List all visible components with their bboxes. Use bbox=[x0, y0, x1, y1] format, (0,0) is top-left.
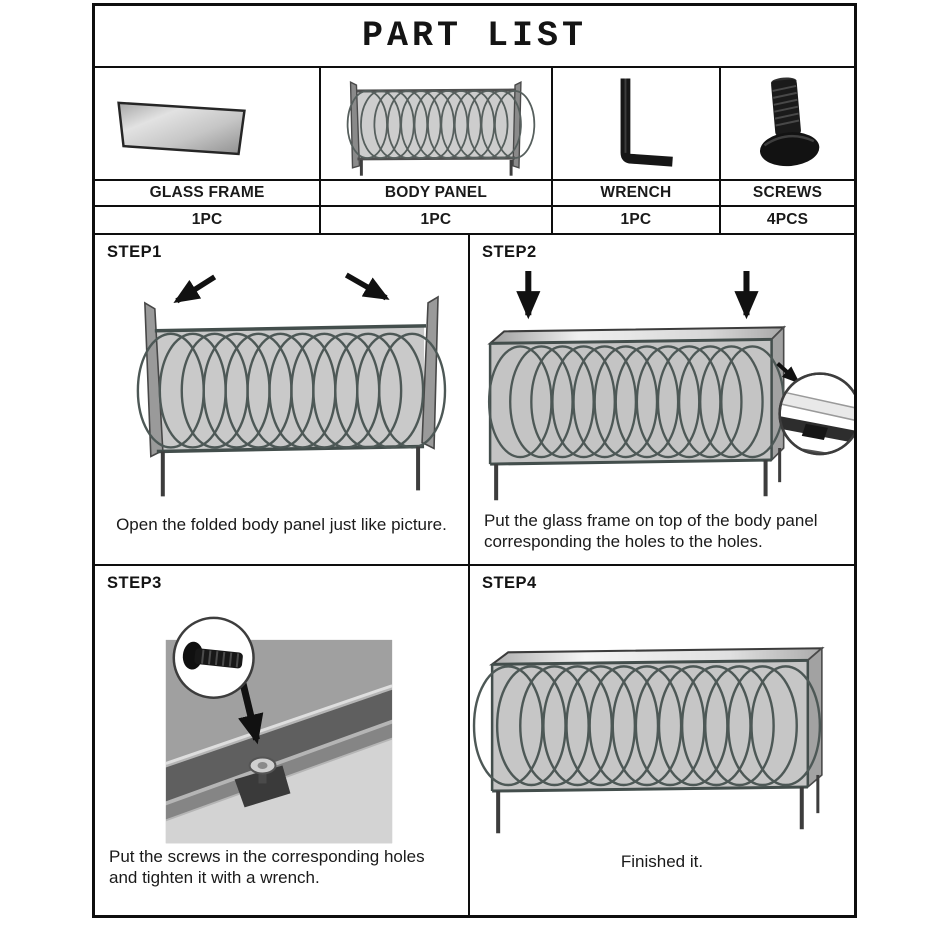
step2-label: STEP2 bbox=[481, 243, 537, 262]
step4-cell bbox=[470, 566, 854, 915]
part-qty: 1PC bbox=[191, 211, 223, 229]
glass-frame-illustration bbox=[95, 68, 319, 179]
step3-caption: Put the screws in the corresponding holes and tighten it with a wrench. bbox=[109, 846, 425, 888]
step4-caption: Finished it. bbox=[620, 852, 704, 872]
body-panel-illustration bbox=[321, 68, 550, 179]
wrench-illustration bbox=[553, 68, 719, 179]
step1-cell bbox=[95, 235, 470, 566]
part-cell-screws bbox=[721, 68, 854, 181]
part-name: BODY PANEL bbox=[384, 184, 488, 202]
parts-qty-row bbox=[95, 207, 854, 235]
screw-illustration bbox=[721, 68, 854, 179]
title-row bbox=[95, 6, 854, 68]
step3-screw-detail-photo bbox=[95, 594, 468, 845]
part-cell-glass-frame bbox=[95, 68, 321, 181]
page-title: PART LIST bbox=[361, 15, 588, 56]
step4-label: STEP4 bbox=[481, 574, 537, 593]
steps-row-2 bbox=[95, 566, 854, 915]
part-qty: 4PCS bbox=[766, 211, 809, 229]
step1-open-panel-illustration bbox=[95, 263, 468, 507]
step3-label: STEP3 bbox=[107, 574, 162, 593]
step1-label: STEP1 bbox=[107, 243, 162, 262]
step4-finished-console-illustration bbox=[470, 594, 854, 847]
part-cell-wrench bbox=[553, 68, 721, 181]
parts-image-row bbox=[95, 68, 854, 181]
step2-cell bbox=[470, 235, 854, 566]
part-name: WRENCH bbox=[600, 184, 672, 202]
step2-caption: Put the glass frame on top of the body panel corresponding the holes to the holes. bbox=[483, 510, 818, 552]
step1-caption: Open the folded body panel just like picture. bbox=[116, 515, 447, 535]
part-qty: 1PC bbox=[620, 211, 652, 229]
step2-glass-on-panel-illustration bbox=[470, 263, 854, 509]
part-list-sheet bbox=[92, 3, 857, 918]
step3-figure bbox=[95, 594, 468, 845]
part-cell-body-panel bbox=[321, 68, 552, 181]
step4-figure bbox=[470, 594, 854, 847]
step1-figure bbox=[95, 263, 468, 507]
part-name: SCREWS bbox=[752, 184, 823, 202]
step2-figure bbox=[470, 263, 854, 509]
part-qty: 1PC bbox=[420, 211, 452, 229]
steps-row-1 bbox=[95, 235, 854, 566]
parts-name-row bbox=[95, 181, 854, 207]
step3-cell bbox=[95, 566, 470, 915]
part-name: GLASS FRAME bbox=[149, 184, 265, 202]
